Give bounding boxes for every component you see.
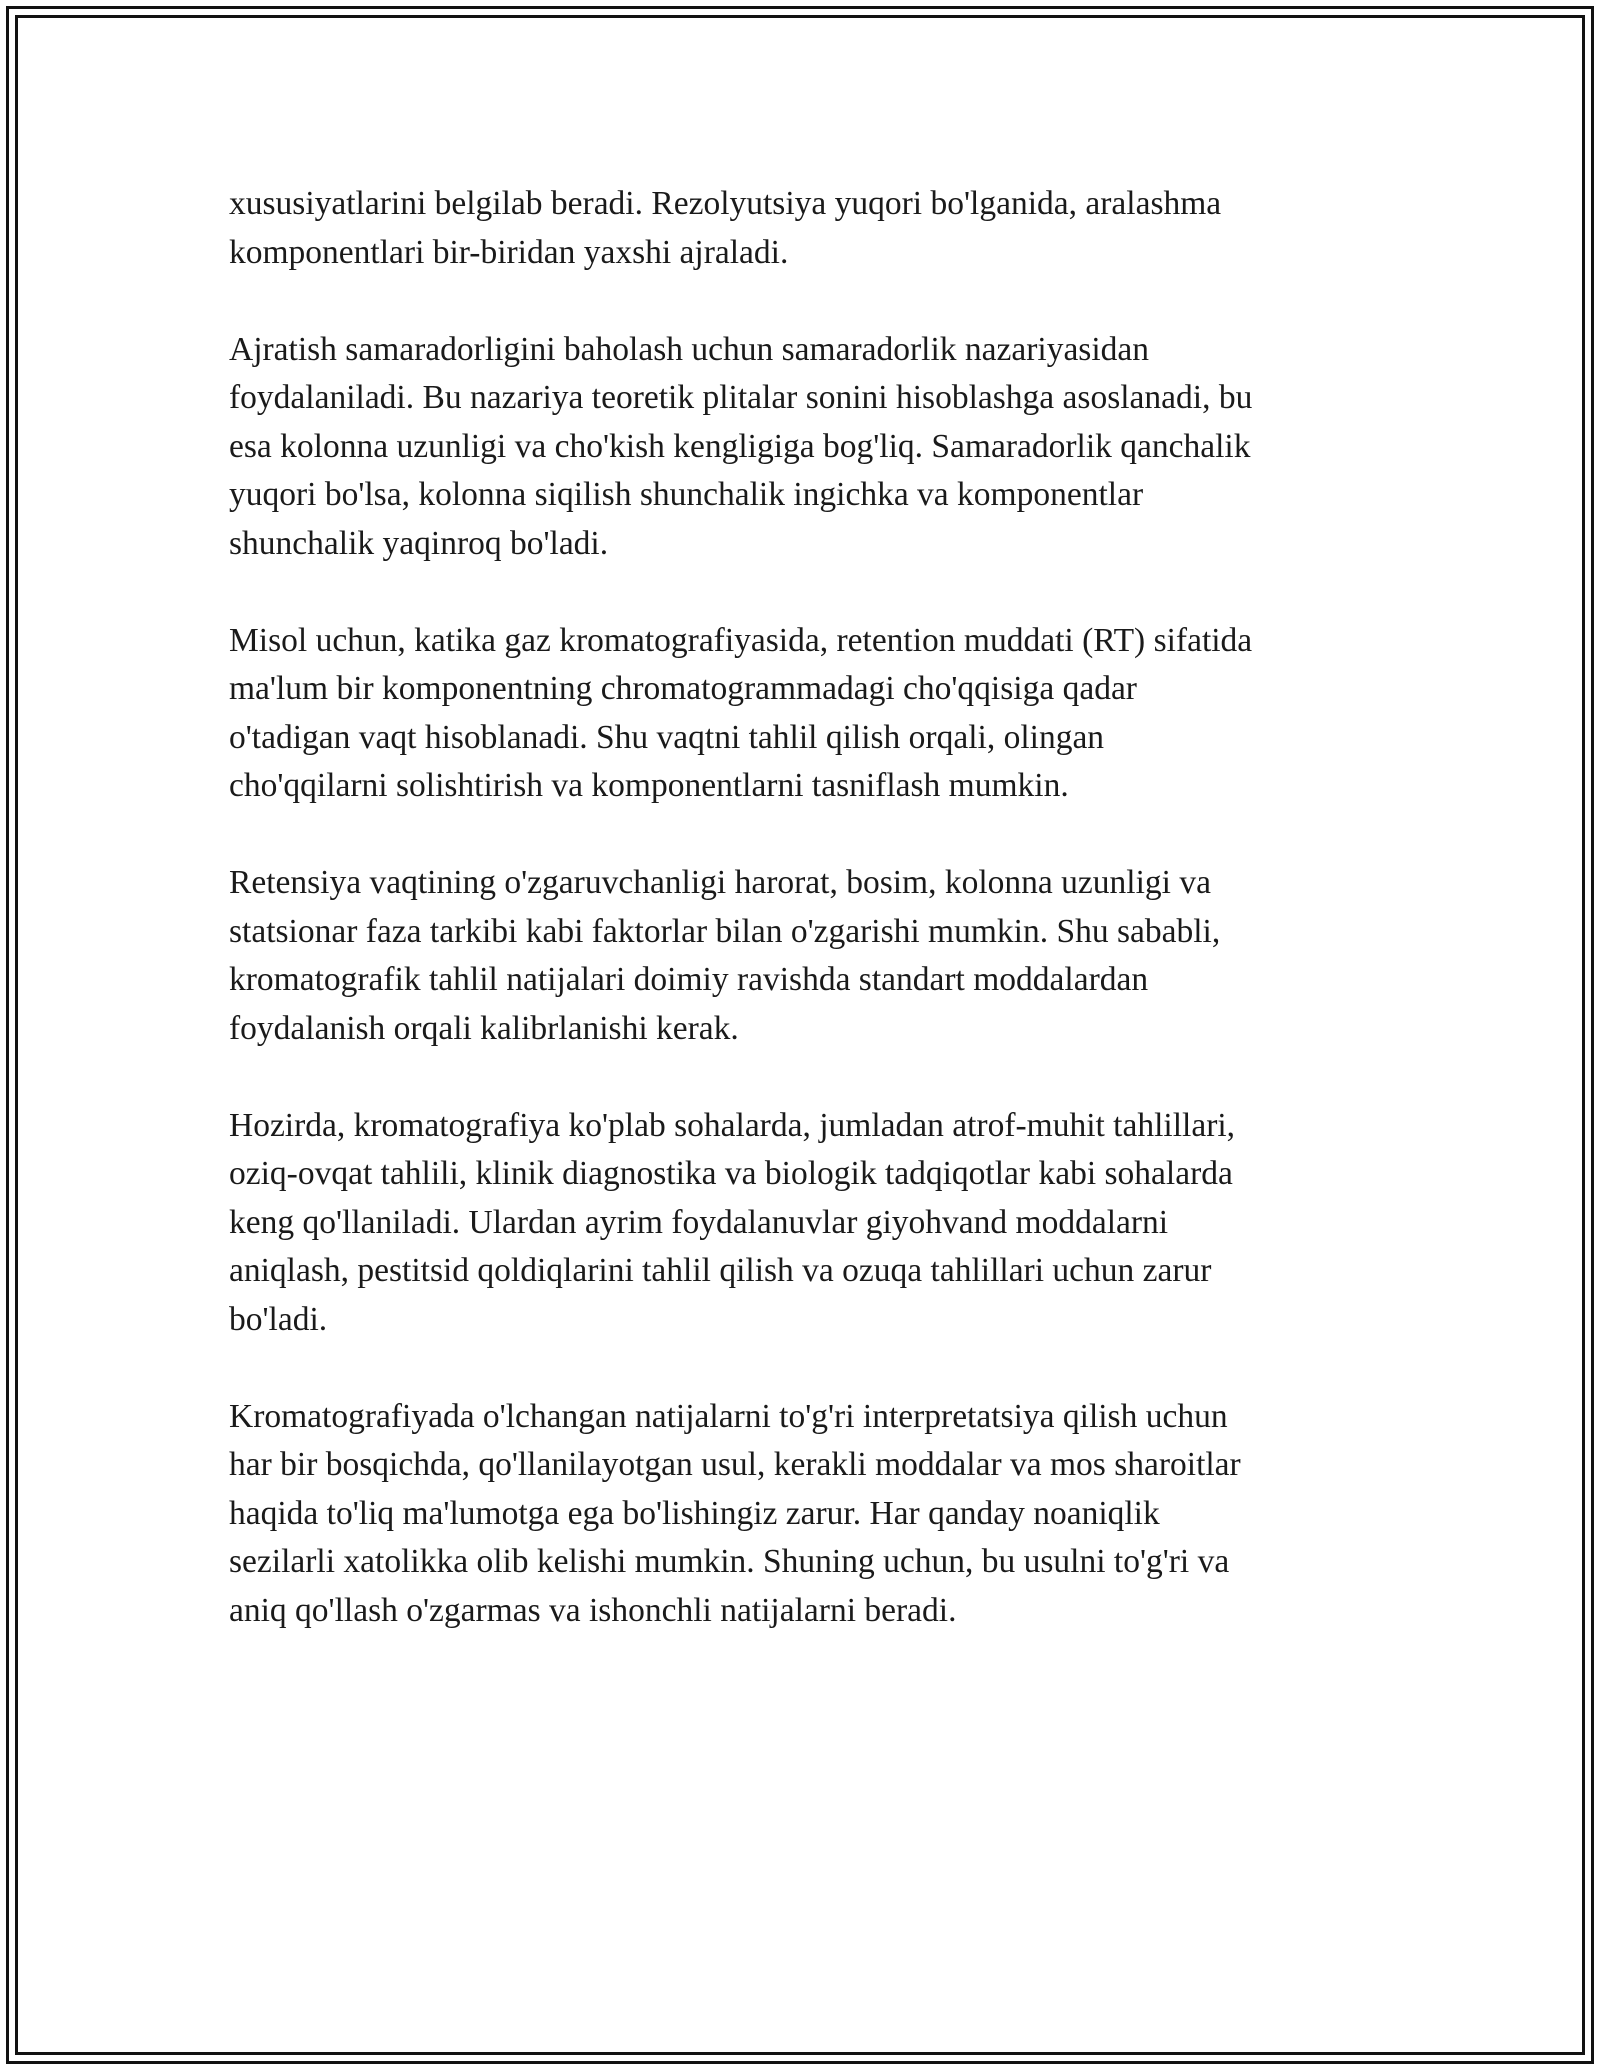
document-body	[229, 180, 1379, 1684]
paragraph-4: Retensiya vaqtining o'zgaruvchanligi harorat, bosim, kolonna uzunligi va statsionar faza tarkibi kabi faktorlar bilan o'zgarishi mumkin. Shu sababli, kromatografik tahlil natijalari doimiy ravishda standart moddalardan foydalanish orqali kalibrlanishi kerak.	[229, 864, 1221, 1047]
paragraph-1: xususiyatlarini belgilab beradi. Rezolyutsiya yuqori bo'lganida, aralashma komponentlari bir-biridan yaxshi ajraladi.	[229, 185, 1222, 271]
paragraph-5: Hozirda, kromatografiya ko'plab sohalarda, jumladan atrof-muhit tahlillari, oziq-ovqat tahlili, klinik diagnostika va biologik tadqiqotlar kabi sohalarda keng qo'llaniladi. Ulardan ayrim foydalanuvlar giyohvand moddalarni aniqlash, pestitsid qoldiqlarini tahlil qilish va ozuqa tahlillari uchun zarur bo'ladi.	[229, 1106, 1236, 1338]
paragraph-6: Kromatografiyada o'lchangan natijalarni to'g'ri interpretatsiya qilish uchun har bir bosqichda, qo'llanilayotgan usul, kerakli moddalar va mos sharoitlar haqida to'liq ma'lumotga ega bo'lishingiz zarur. Har qanday noaniqlik sezilarli xatolikka olib kelishi mumkin. Shuning uchun, bu usulni to'g'ri va aniq qo'llash o'zgarmas va ishonchli natijalarni beradi.	[229, 1397, 1241, 1629]
paragraph-2: Ajratish samaradorligini baholash uchun samaradorlik nazariyasidan foydalaniladi. Bu nazariya teoretik plitalar sonini hisoblashga asoslanadi, bu esa kolonna uzunligi va cho'kish kengligiga bog'liq. Samaradorlik qanchalik yuqori bo'lsa, kolonna siqilish shunchalik ingichka va komponentlar shunchalik yaqinroq bo'ladi.	[229, 330, 1253, 562]
paragraph-3: Misol uchun, katika gaz kromatografiyasida, retention muddati (RT) sifatida ma'lum bir komponentning chromatogrammadagi cho'qqisiga qadar o'tadigan vaqt hisoblanadi. Shu vaqtni tahlil qilish orqali, olingan cho'qqilarni solishtirish va komponentlarni tasniflash mumkin.	[229, 621, 1253, 804]
